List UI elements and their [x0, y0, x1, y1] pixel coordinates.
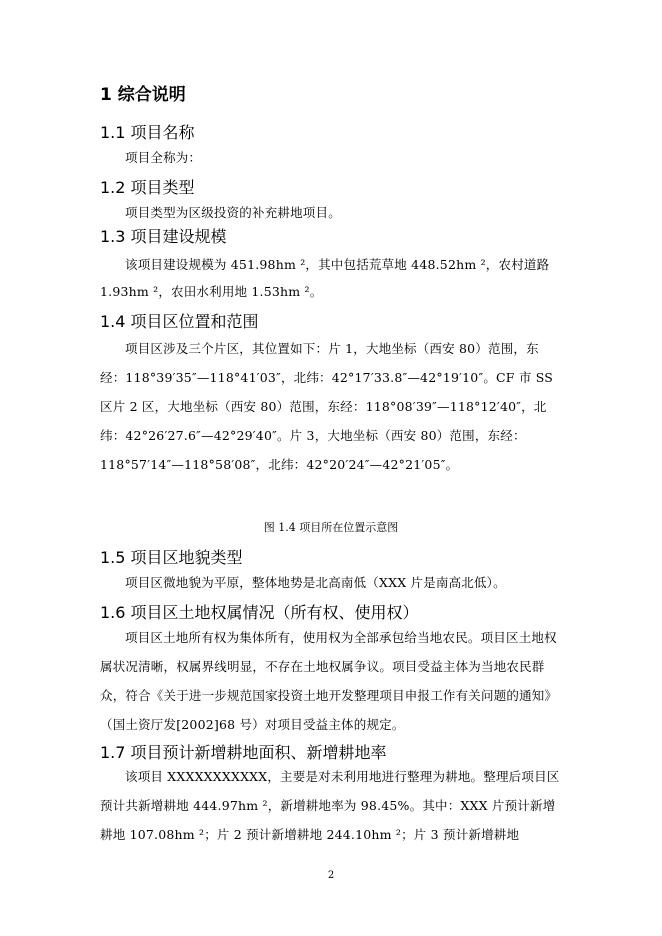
section-paragraph-1-2: 项目类型为区级投资的补充耕地项目。 [125, 205, 341, 220]
chapter-heading: 1 综合说明 [100, 85, 186, 105]
section-paragraph-1-4: 项目区涉及三个片区，其位置如下：片 1，大地坐标（西安 80）范围，东经：118°39′35″—118°41′03″，北纬：42°17′33.8″—42°19′10″。CF 市 SS 区片 2 区，大地坐标（西安 80）范围，东经：118°08′39″—118°12′40″，北纬：42°26′27.6″—42°29′40″。片 3，大地坐标（西安 80）范围，东经：118°57′14″—118°58′08″，北纬：42°20′24″—42°21′05″。 [100, 341, 554, 472]
page-number: 2 [327, 870, 335, 881]
section-paragraph-1-1: 项目全称为： [125, 150, 202, 165]
section-title-1-4: 1.4 项目区位置和范围 [100, 312, 259, 331]
section-title-1-3: 1.3 项目建设规模 [100, 227, 227, 246]
section-title-1-5: 1.5 项目区地貌类型 [100, 548, 243, 567]
section-title-1-1: 1.1 项目名称 [100, 123, 195, 142]
figure-caption: 图 1.4 项目所在位置示意图 [263, 521, 399, 534]
section-paragraph-1-5: 项目区微地貌为平原，整体地势是北高南低（XXX 片是南高北低）。 [125, 575, 506, 590]
section-paragraph-1-6: 项目区土地所有权为集体所有，使用权为全部承包给当地农民。项目区土地权属状况清晰，权属界线明显，不存在土地权属争议。项目受益主体为当地农民群众，符合《关于进一步规范国家投资土地开发整理项目申报工作有关问题的通知》（国土资厅发[2002]68 号）对项目受益主体的规定。 [100, 630, 558, 732]
section-title-1-2: 1.2 项目类型 [100, 178, 195, 197]
section-title-1-6: 1.6 项目区土地权属情况（所有权、使用权） [100, 603, 419, 622]
section-title-1-7: 1.7 项目预计新增耕地面积、新增耕地率 [100, 743, 387, 762]
section-paragraph-1-3: 该项目建设规模为 451.98hm ²，其中包括荒草地 448.52hm ²，农村道路 1.93hm ²，农田水利用地 1.53hm ²。 [100, 257, 550, 299]
section-paragraph-1-7: 该项目 XXXXXXXXXXX，主要是对未利用地进行整理为耕地。整理后项目区预计共新增耕地 444.97hm ²，新增耕地率为 98.45%。其中：XXX 片预计新增耕地 107.08hm ²；片 2 预计新增耕地 244.10hm ²；片 3 预计新增耕地 [100, 769, 560, 842]
